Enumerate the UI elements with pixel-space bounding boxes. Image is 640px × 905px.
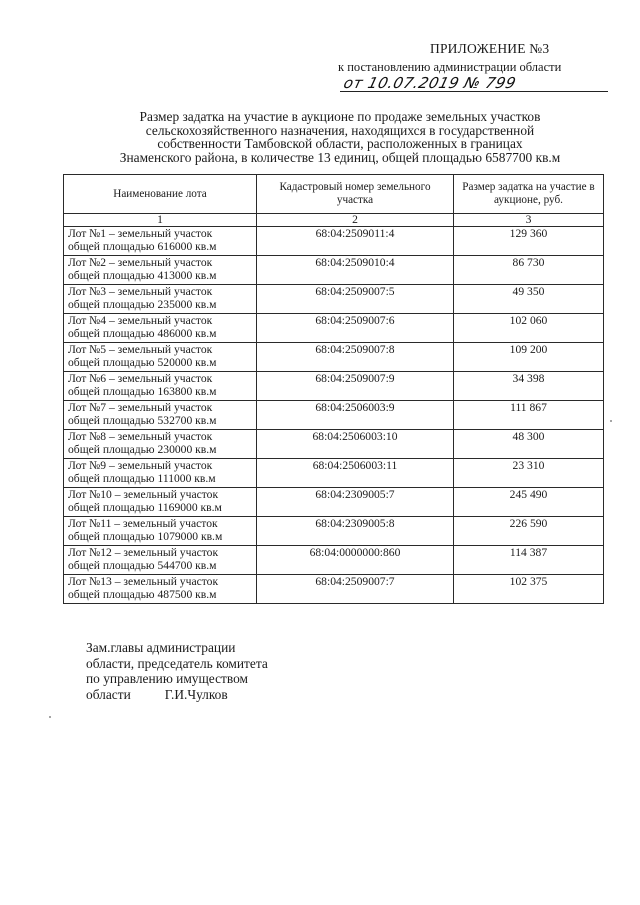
lot-name-cell xyxy=(64,575,257,604)
lot-title: Лот №9 – земельный участок xyxy=(68,459,213,472)
deposit-cell: 109 200 xyxy=(454,343,604,372)
table-row xyxy=(64,372,604,401)
handwritten-date-number: от 10.07.2019 № 799 xyxy=(341,74,519,92)
handwritten-underline xyxy=(340,91,608,92)
signature-block xyxy=(86,640,268,702)
deposit-cell: 102 060 xyxy=(454,314,604,343)
lot-title: Лот №1 – земельный участок xyxy=(68,227,213,240)
cadastral-number-cell: 68:04:2309005:7 xyxy=(257,488,454,517)
title-line: собственности Тамбовской области, расположенных в границах xyxy=(157,136,523,152)
cadastral-number-cell: 68:04:2309005:8 xyxy=(257,517,454,546)
cadastral-number-cell: 68:04:2506003:11 xyxy=(257,459,454,488)
deposit-cell: 111 867 xyxy=(454,401,604,430)
table-row xyxy=(64,343,604,372)
lot-title: Лот №12 – земельный участок xyxy=(68,546,219,559)
cadastral-number-cell: 68:04:2509007:5 xyxy=(257,285,454,314)
lot-area: общей площадью 230000 кв.м xyxy=(68,443,217,456)
table-row xyxy=(64,314,604,343)
resolution-reference: к постановлению администрации области xyxy=(338,60,562,74)
column-header-cadastral-number: Кадастровый номер земельного участка xyxy=(257,175,454,214)
cadastral-number-cell: 68:04:2509007:8 xyxy=(257,343,454,372)
lot-title: Лот №4 – земельный участок xyxy=(68,314,213,327)
lot-name-cell xyxy=(64,256,257,285)
table-row xyxy=(64,459,604,488)
table-row xyxy=(64,546,604,575)
lot-area: общей площадью 235000 кв.м xyxy=(68,298,217,311)
signatory-position-line: области, председатель комитета xyxy=(86,655,268,671)
cadastral-number-cell: 68:04:2509007:6 xyxy=(257,314,454,343)
lot-title: Лот №11 – земельный участок xyxy=(68,517,218,530)
signatory-position-line: по управлению имуществом xyxy=(86,671,249,686)
lot-title: Лот №13 – земельный участок xyxy=(68,575,219,588)
column-number-row xyxy=(64,214,604,227)
lot-name-cell xyxy=(64,372,257,401)
lot-title: Лот №10 – земельный участок xyxy=(68,488,219,501)
cadastral-number-cell: 68:04:0000000:860 xyxy=(257,546,454,575)
table-row xyxy=(64,401,604,430)
table-row xyxy=(64,430,604,459)
lot-area: общей площадью 532700 кв.м xyxy=(68,414,217,427)
signatory-position-line: области xyxy=(86,686,131,702)
signatory-last-line xyxy=(86,687,268,703)
cadastral-number-cell: 68:04:2506003:9 xyxy=(257,401,454,430)
deposit-cell: 48 300 xyxy=(454,430,604,459)
lot-area: общей площадью 544700 кв.м xyxy=(68,559,217,572)
lot-title: Лот №3 – земельный участок xyxy=(68,285,213,298)
table-row xyxy=(64,517,604,546)
deposit-cell: 129 360 xyxy=(454,227,604,256)
signatory-name: Г.И.Чулков xyxy=(164,686,228,702)
lots-table xyxy=(63,174,604,604)
lot-name-cell xyxy=(64,517,257,546)
lot-area: общей площадью 487500 кв.м xyxy=(68,588,217,601)
lot-name-cell xyxy=(64,343,257,372)
lot-name-cell xyxy=(64,546,257,575)
document-title xyxy=(60,110,620,164)
column-header-lot-name: Наименование лота xyxy=(64,175,257,214)
signatory-position-line: Зам.главы администрации xyxy=(86,640,236,655)
deposit-cell: 102 375 xyxy=(454,575,604,604)
lot-title: Лот №5 – земельный участок xyxy=(68,343,213,356)
table-row xyxy=(64,285,604,314)
lot-title: Лот №8 – земельный участок xyxy=(68,430,213,443)
title-line: Знаменского района, в количестве 13 единиц, общей площадью 6587700 кв.м xyxy=(119,149,561,165)
lot-area: общей площадью 1169000 кв.м xyxy=(68,501,222,514)
scan-speck xyxy=(49,716,51,718)
lot-name-cell xyxy=(64,459,257,488)
cadastral-number-cell: 68:04:2509007:7 xyxy=(257,575,454,604)
table-header-row xyxy=(64,175,604,214)
title-line: сельскохозяйственного назначения, находящихся в государственной xyxy=(145,122,535,138)
cadastral-number-cell: 68:04:2509007:9 xyxy=(257,372,454,401)
lot-area: общей площадью 520000 кв.м xyxy=(68,356,217,369)
lot-area: общей площадью 413000 кв.м xyxy=(68,269,217,282)
table-row xyxy=(64,256,604,285)
lot-name-cell xyxy=(64,430,257,459)
lot-name-cell xyxy=(64,314,257,343)
lot-area: общей площадью 1079000 кв.м xyxy=(68,530,223,543)
lot-area: общей площадью 111000 кв.м xyxy=(68,472,216,485)
column-number: 1 xyxy=(64,214,257,227)
appendix-label: ПРИЛОЖЕНИЕ №3 xyxy=(430,41,550,56)
lot-name-cell xyxy=(64,285,257,314)
column-number: 2 xyxy=(257,214,454,227)
lot-area: общей площадью 486000 кв.м xyxy=(68,327,217,340)
cadastral-number-cell: 68:04:2506003:10 xyxy=(257,430,454,459)
deposit-cell: 23 310 xyxy=(454,459,604,488)
lot-title: Лот №2 – земельный участок xyxy=(68,256,213,269)
lot-name-cell xyxy=(64,227,257,256)
table-row xyxy=(64,227,604,256)
column-number: 3 xyxy=(454,214,604,227)
scan-speck xyxy=(610,420,612,422)
deposit-cell: 49 350 xyxy=(454,285,604,314)
deposit-cell: 86 730 xyxy=(454,256,604,285)
deposit-cell: 34 398 xyxy=(454,372,604,401)
title-line: Размер задатка на участие в аукционе по продаже земельных участков xyxy=(139,109,541,124)
table-row xyxy=(64,575,604,604)
deposit-cell: 226 590 xyxy=(454,517,604,546)
lot-area: общей площадью 616000 кв.м xyxy=(68,240,217,253)
cadastral-number-cell: 68:04:2509011:4 xyxy=(257,227,454,256)
column-header-deposit: Размер задатка на участие в аукционе, руб. xyxy=(454,175,604,214)
lot-name-cell xyxy=(64,488,257,517)
table-row xyxy=(64,488,604,517)
deposit-cell: 114 387 xyxy=(454,546,604,575)
lot-name-cell xyxy=(64,401,257,430)
lot-area: общей площадью 163800 кв.м xyxy=(68,385,217,398)
deposit-cell: 245 490 xyxy=(454,488,604,517)
lot-title: Лот №6 – земельный участок xyxy=(68,372,213,385)
cadastral-number-cell: 68:04:2509010:4 xyxy=(257,256,454,285)
lot-title: Лот №7 – земельный участок xyxy=(68,401,213,414)
